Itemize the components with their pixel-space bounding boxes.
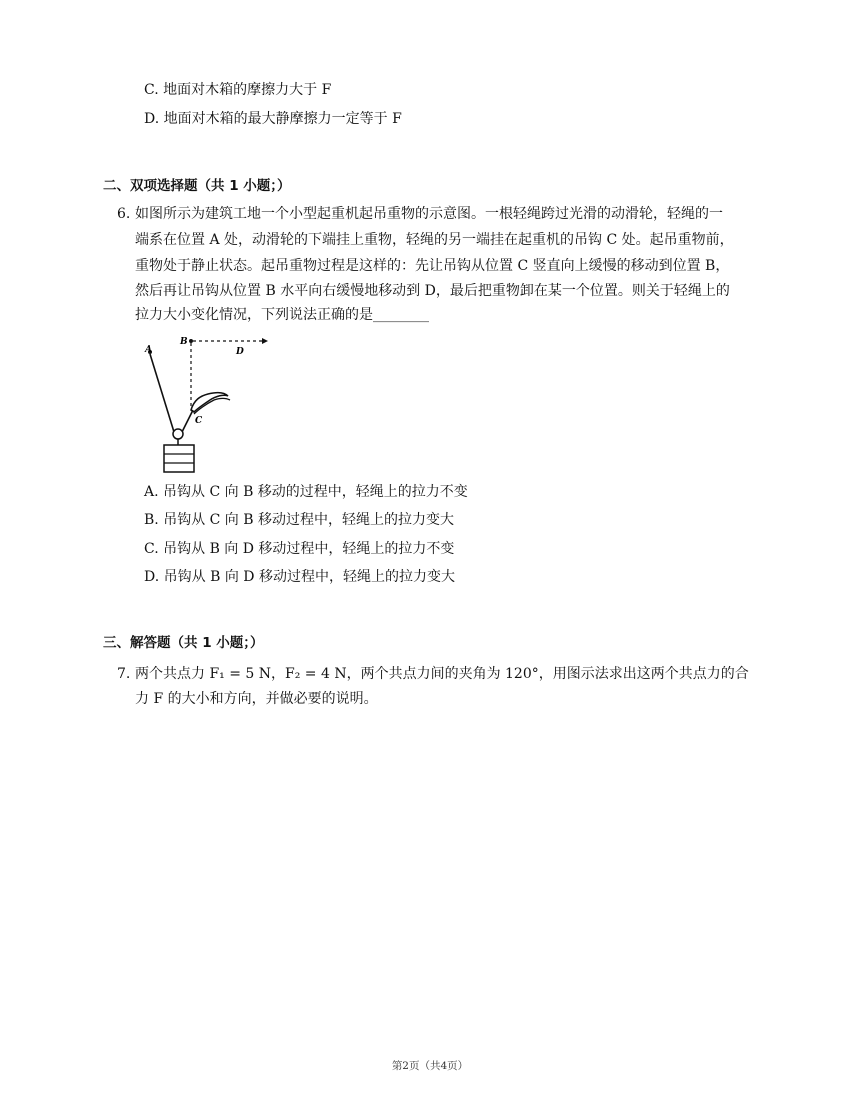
movable-pulley	[173, 429, 183, 439]
page-footer: 第2页（共4页）	[391, 1060, 469, 1072]
q6-text-line-4: 然后再让吊钩从位置 B 水平向右缓慢地移动到 D，最后把重物卸在某一个位置。则关于轻绳上的	[135, 283, 730, 299]
rope-left	[150, 354, 174, 432]
crane-pulley-diagram	[138, 330, 278, 475]
rope-right	[182, 410, 193, 432]
q5-option-d: D. 地面对木箱的最大静摩擦力一定等于 F	[144, 111, 402, 127]
label-c: C	[195, 416, 203, 426]
label-a: A	[145, 345, 152, 355]
question-number-7: 7.	[117, 666, 131, 682]
label-d: D	[236, 347, 244, 357]
section-heading-double-choice: 二、双项选择题（共 1 小题；）	[103, 178, 291, 194]
q6-option-b: B. 吊钩从 C 向 B 移动过程中，轻绳上的拉力变大	[144, 512, 454, 528]
q6-option-d: D. 吊钩从 B 向 D 移动过程中，轻绳上的拉力变大	[144, 569, 455, 585]
q6-text-line-1: 如图所示为建筑工地一个小型起重机起吊重物的示意图。一根轻绳跨过光滑的动滑轮，轻绳的一	[135, 206, 723, 222]
question-number-6: 6.	[117, 206, 131, 222]
q6-option-a: A. 吊钩从 C 向 B 移动的过程中，轻绳上的拉力不变	[144, 484, 468, 500]
point-b-marker	[189, 339, 193, 343]
q6-text-line-2: 端系在位置 A 处，动滑轮的下端挂上重物，轻绳的另一端挂在起重机的吊钩 C 处。起吊重物前，	[135, 232, 734, 248]
q5-option-c: C. 地面对木箱的摩擦力大于 F	[144, 82, 332, 98]
crane-hook-arm	[194, 399, 230, 415]
q6-option-c: C. 吊钩从 B 向 D 移动过程中，轻绳上的拉力不变	[144, 541, 455, 557]
arrow-d-head	[262, 338, 268, 344]
heavy-load-box	[164, 445, 194, 472]
q6-text-line-3: 重物处于静止状态。起吊重物过程是这样的：先让吊钩从位置 C 竖直向上缓慢的移动到位置 B，	[135, 258, 730, 274]
label-b: B	[180, 337, 188, 347]
section-heading-answer: 三、解答题（共 1 小题；）	[103, 635, 264, 651]
q7-text-line-2: 力 F 的大小和方向，并做必要的说明。	[135, 691, 378, 707]
q6-text-line-5: 拉力大小变化情况，下列说法正确的是________	[135, 307, 429, 323]
q7-text-line-1: 两个共点力 F₁ = 5 N，F₂ = 4 N，两个共点力间的夹角为 120°，用图示法求出这两个共点力的合	[135, 666, 749, 682]
